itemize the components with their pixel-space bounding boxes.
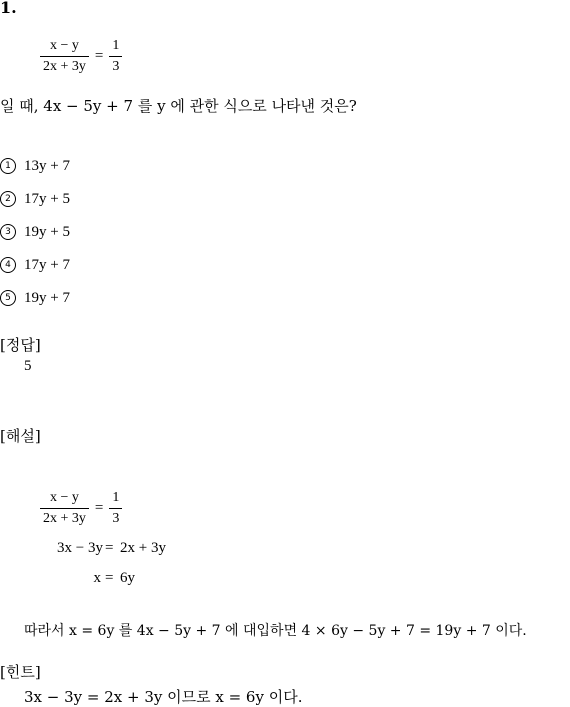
choice-text-3: 19y + 5 — [24, 224, 70, 240]
choice-5[interactable] — [0, 288, 70, 307]
choice-mark-3: 3 — [0, 224, 16, 240]
solution-eq3-lhs: x — [93, 570, 101, 586]
solution-conclusion: 따라서 x = 6y 를 4x − 5y + 7 에 대입하면 4 × 6y − 5y + 7 = 19y + 7 이다. — [24, 623, 527, 639]
choice-mark-1: 1 — [0, 158, 16, 174]
hint-label: [힌트] — [0, 663, 41, 681]
answer-label: [정답] — [0, 336, 41, 354]
choice-text-1: 13y + 7 — [24, 158, 70, 174]
choice-mark-4: 4 — [0, 257, 16, 273]
solution-lhs-numerator: x − y — [50, 490, 79, 505]
problem-number: 1. — [0, 0, 17, 17]
choice-1[interactable] — [0, 156, 70, 175]
solution-eq2-rhs: 2x + 3y — [120, 540, 166, 556]
choice-mark-5: 5 — [0, 290, 16, 306]
solution-equation-1: $\frac{x - y}{2x + 3y}$ = $\frac{1}{3}$ — [40, 490, 122, 527]
choice-2[interactable] — [0, 189, 70, 208]
choice-3[interactable] — [0, 222, 70, 241]
solution-label: [해설] — [0, 427, 41, 445]
lhs-fraction — [40, 38, 89, 75]
choice-text-4: 17y + 7 — [24, 257, 70, 273]
solution-eq2-equals: = — [105, 540, 114, 556]
choice-text-2: 17y + 5 — [24, 191, 70, 207]
solution-eq3-rhs: 6y — [120, 570, 135, 586]
solution-rhs-numerator: 1 — [112, 490, 120, 505]
rhs-denominator: 3 — [112, 59, 120, 74]
solution-lhs-denominator: 2x + 3y — [43, 511, 86, 526]
solution-eq3-equals: = — [105, 570, 114, 586]
given-equation: $\frac{x - y}{2x + 3y}$ = $\frac{1}{3}$ — [40, 38, 122, 75]
solution-rhs-fraction — [109, 490, 122, 527]
lhs-numerator: x − y — [50, 38, 79, 53]
choice-text-5: 19y + 7 — [24, 290, 70, 306]
answer-value: 5 — [24, 358, 32, 374]
question-text: 일 때, 4x − 5y + 7 를 y 에 관한 식으로 나타낸 것은? — [0, 97, 357, 115]
lhs-denominator: 2x + 3y — [43, 59, 86, 74]
solution-eq2-lhs: 3x − 3y — [57, 540, 103, 556]
solution-rhs-denominator: 3 — [112, 511, 120, 526]
rhs-fraction — [109, 38, 122, 75]
hint-text: 3x − 3y = 2x + 3y 이므로 x = 6y 이다. — [24, 688, 303, 706]
rhs-numerator: 1 — [112, 38, 120, 53]
solution-lhs-fraction — [40, 490, 89, 527]
choice-mark-2: 2 — [0, 191, 16, 207]
choice-4[interactable] — [0, 255, 70, 274]
